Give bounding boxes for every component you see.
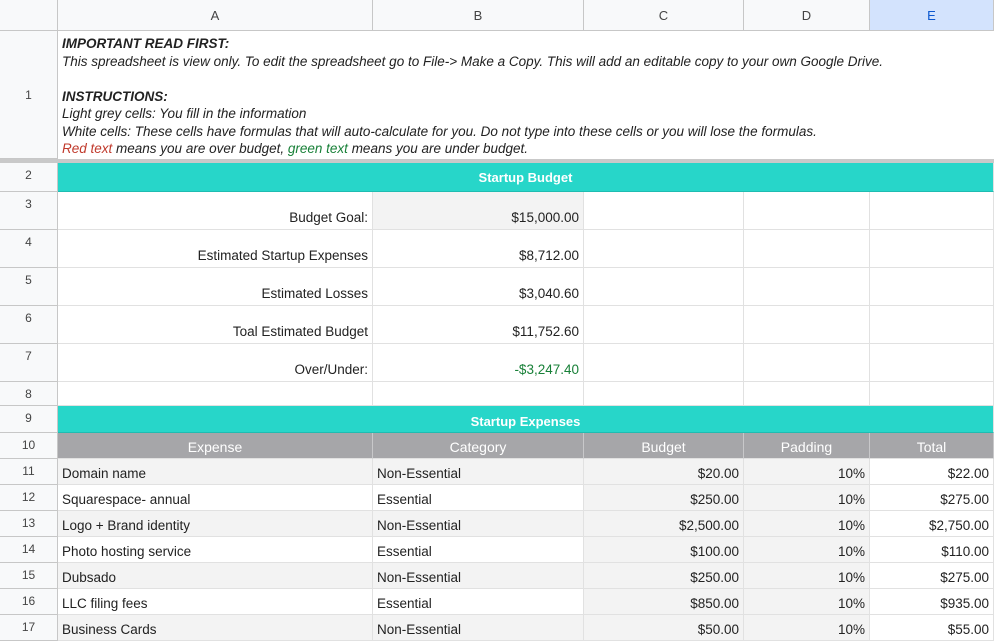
select-all-corner[interactable] bbox=[0, 0, 58, 31]
row-header[interactable]: 7 bbox=[0, 344, 58, 382]
budget-value[interactable]: $3,040.60 bbox=[373, 268, 584, 306]
empty-cell[interactable] bbox=[870, 268, 994, 306]
row-header[interactable]: 17 bbox=[0, 615, 58, 641]
empty-cell[interactable] bbox=[584, 230, 744, 268]
expense-category-cell[interactable]: Non-Essential bbox=[373, 615, 584, 641]
expense-total-cell[interactable]: $55.00 bbox=[870, 615, 994, 641]
expense-category-cell[interactable]: Essential bbox=[373, 485, 584, 511]
expense-total-cell[interactable]: $935.00 bbox=[870, 589, 994, 615]
instruction-line-grey-cells: Light grey cells: You fill in the information bbox=[62, 106, 307, 121]
expense-name-cell[interactable]: Business Cards bbox=[58, 615, 373, 641]
padding-column-header[interactable]: Padding bbox=[744, 433, 870, 459]
expense-budget-cell[interactable]: $50.00 bbox=[584, 615, 744, 641]
empty-cell[interactable] bbox=[744, 268, 870, 306]
empty-cell[interactable] bbox=[870, 382, 994, 406]
empty-cell[interactable] bbox=[584, 344, 744, 382]
row-header[interactable]: 5 bbox=[0, 268, 58, 306]
row-header[interactable]: 4 bbox=[0, 230, 58, 268]
row-header[interactable]: 14 bbox=[0, 537, 58, 563]
expense-category-cell[interactable]: Non-Essential bbox=[373, 511, 584, 537]
important-text: This spreadsheet is view only. To edit the spreadsheet go to File-> Make a Copy. This will add an editable copy to your own Google Drive. bbox=[62, 53, 884, 69]
category-column-header[interactable]: Category bbox=[373, 433, 584, 459]
budget-label[interactable]: Estimated Losses bbox=[58, 268, 373, 306]
empty-cell[interactable] bbox=[744, 192, 870, 230]
column-header-a[interactable]: A bbox=[58, 0, 373, 31]
column-header-e[interactable]: E bbox=[870, 0, 994, 31]
expense-total-cell[interactable]: $275.00 bbox=[870, 563, 994, 589]
instructions-title: INSTRUCTIONS: bbox=[62, 88, 168, 104]
budget-value[interactable]: $11,752.60 bbox=[373, 306, 584, 344]
green-text-suffix: means you are under budget. bbox=[347, 141, 529, 156]
empty-cell[interactable] bbox=[373, 382, 584, 406]
empty-cell[interactable] bbox=[584, 382, 744, 406]
column-header-c[interactable]: C bbox=[584, 0, 744, 31]
empty-cell[interactable] bbox=[584, 268, 744, 306]
expense-padding-cell[interactable]: 10% bbox=[744, 589, 870, 615]
column-header-b[interactable]: B bbox=[373, 0, 584, 31]
empty-cell[interactable] bbox=[744, 344, 870, 382]
budget-label[interactable]: Over/Under: bbox=[58, 344, 373, 382]
instruction-line-white-cells: White cells: These cells have formulas that will auto-calculate for you. Do not type into these cells or you will lose the formulas. bbox=[62, 123, 817, 139]
expense-padding-cell[interactable]: 10% bbox=[744, 511, 870, 537]
expense-padding-cell[interactable]: 10% bbox=[744, 485, 870, 511]
red-text-label: Red text bbox=[62, 141, 113, 156]
expense-name-cell[interactable]: Dubsado bbox=[58, 563, 373, 589]
expense-name-cell[interactable]: Logo + Brand identity bbox=[58, 511, 373, 537]
expense-budget-cell[interactable]: $20.00 bbox=[584, 459, 744, 485]
expense-padding-cell[interactable]: 10% bbox=[744, 537, 870, 563]
startup-expenses-header[interactable]: Startup Expenses bbox=[58, 406, 994, 433]
empty-cell[interactable] bbox=[584, 306, 744, 344]
budget-value[interactable]: $8,712.00 bbox=[373, 230, 584, 268]
instruction-line-colors bbox=[62, 140, 990, 158]
expense-padding-cell[interactable]: 10% bbox=[744, 615, 870, 641]
expense-total-cell[interactable]: $275.00 bbox=[870, 485, 994, 511]
budget-label[interactable]: Toal Estimated Budget bbox=[58, 306, 373, 344]
expense-total-cell[interactable]: $22.00 bbox=[870, 459, 994, 485]
empty-cell[interactable] bbox=[744, 230, 870, 268]
expense-name-cell[interactable]: Domain name bbox=[58, 459, 373, 485]
budget-column-header[interactable]: Budget bbox=[584, 433, 744, 459]
expense-budget-cell[interactable]: $2,500.00 bbox=[584, 511, 744, 537]
empty-cell[interactable] bbox=[870, 230, 994, 268]
budget-value[interactable]: -$3,247.40 bbox=[373, 344, 584, 382]
budget-label[interactable]: Estimated Startup Expenses bbox=[58, 230, 373, 268]
row-header[interactable]: 2 bbox=[0, 163, 58, 192]
empty-cell[interactable] bbox=[870, 306, 994, 344]
expense-total-cell[interactable]: $110.00 bbox=[870, 537, 994, 563]
expense-padding-cell[interactable]: 10% bbox=[744, 459, 870, 485]
empty-cell[interactable] bbox=[744, 306, 870, 344]
row-header[interactable]: 8 bbox=[0, 382, 58, 406]
row-header[interactable]: 10 bbox=[0, 433, 58, 459]
expense-category-cell[interactable]: Non-Essential bbox=[373, 563, 584, 589]
row-header[interactable]: 3 bbox=[0, 192, 58, 230]
important-title: IMPORTANT READ FIRST: bbox=[62, 36, 230, 51]
row-header[interactable]: 11 bbox=[0, 459, 58, 485]
expense-category-cell[interactable]: Essential bbox=[373, 537, 584, 563]
row-header[interactable]: 1 bbox=[0, 31, 58, 159]
expense-name-cell[interactable]: LLC filing fees bbox=[58, 589, 373, 615]
expense-budget-cell[interactable]: $850.00 bbox=[584, 589, 744, 615]
expense-padding-cell[interactable]: 10% bbox=[744, 563, 870, 589]
expense-name-cell[interactable]: Photo hosting service bbox=[58, 537, 373, 563]
row-header[interactable]: 13 bbox=[0, 511, 58, 537]
expense-budget-cell[interactable]: $250.00 bbox=[584, 563, 744, 589]
expense-name-cell[interactable]: Squarespace- annual bbox=[58, 485, 373, 511]
total-column-header[interactable]: Total bbox=[870, 433, 994, 459]
row-header[interactable]: 12 bbox=[0, 485, 58, 511]
expense-category-cell[interactable]: Non-Essential bbox=[373, 459, 584, 485]
row-header[interactable]: 15 bbox=[0, 563, 58, 589]
expense-column-header[interactable]: Expense bbox=[58, 433, 373, 459]
empty-cell[interactable] bbox=[870, 192, 994, 230]
budget-label[interactable]: Budget Goal: bbox=[58, 192, 373, 230]
empty-cell[interactable] bbox=[584, 192, 744, 230]
row-header[interactable]: 6 bbox=[0, 306, 58, 344]
expense-budget-cell[interactable]: $250.00 bbox=[584, 485, 744, 511]
green-text-label: green text bbox=[287, 141, 348, 156]
startup-budget-header[interactable]: Startup Budget bbox=[58, 163, 994, 192]
red-text-suffix: means you are over budget, bbox=[112, 141, 288, 156]
row-header[interactable]: 16 bbox=[0, 589, 58, 615]
instructions-cell[interactable] bbox=[58, 31, 994, 159]
budget-value[interactable]: $15,000.00 bbox=[373, 192, 584, 230]
empty-cell[interactable] bbox=[58, 382, 373, 406]
expense-budget-cell[interactable]: $100.00 bbox=[584, 537, 744, 563]
empty-cell[interactable] bbox=[870, 344, 994, 382]
expense-category-cell[interactable]: Essential bbox=[373, 589, 584, 615]
column-header-d[interactable]: D bbox=[744, 0, 870, 31]
row-header[interactable]: 9 bbox=[0, 406, 58, 433]
empty-cell[interactable] bbox=[744, 382, 870, 406]
expense-total-cell[interactable]: $2,750.00 bbox=[870, 511, 994, 537]
